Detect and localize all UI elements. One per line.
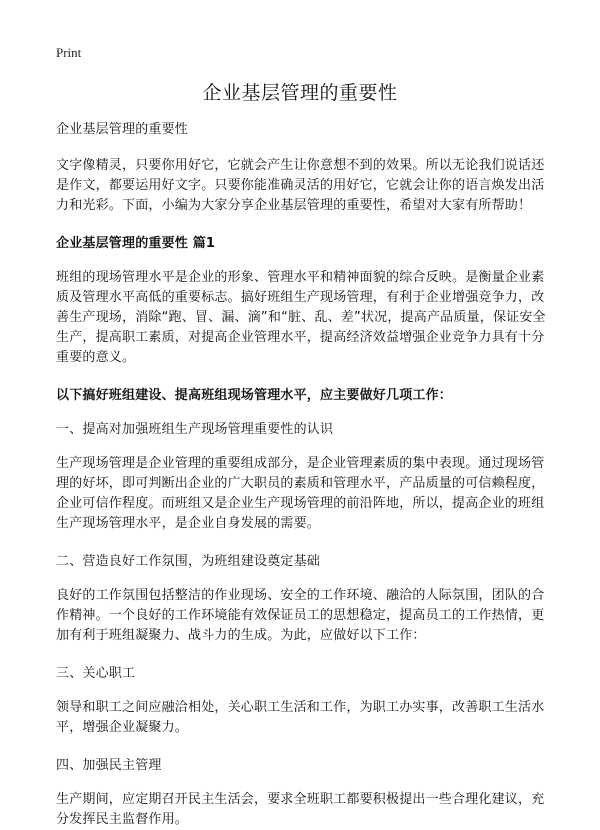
paragraph-1: 班组的现场管理水平是企业的形象、管理水平和精神面貌的综合反映。是衡量企业素质及管理水平高低的重要标志。搞好班组生产现场管理，有利于企业增强竞争力，改善生产现场，消除“跑、冒、漏、滴”和“脏、乱、差”状况，提高产品质量，保证安全生产，提高职工素质，对提高企业管理水平，提高经济效益增强企业竞争力具有十分重要的意义。 <box>56 270 546 365</box>
document-body <box>56 120 548 830</box>
subsection-title-4: 四、加强民主管理 <box>56 758 162 773</box>
subsection-text-4: 生产期间，应定期召开民主生活会，要求全班职工都要积极提出一些合理化建议，充分发挥民主监督作用。 <box>56 792 545 827</box>
subsection-text-1: 生产现场管理是企业管理的重要组成部分，是企业管理素质的集中表现。通过现场管理的好坏，即可判断出企业的广大职员的素质和管理水平，产品质量的可信赖程度，企业可信作程度。而班组又是企业生产现场管理的前沿阵地，所以，提高企业的班组生产现场管理水平，是企业自身发展的需要。 <box>56 456 545 531</box>
document-subtitle: 企业基层管理的重要性 <box>56 122 189 137</box>
intro-paragraph: 文字像精灵，只要你用好它，它就会产生让你意想不到的效果。所以无论我们说话还是作文，都要运用好文字。只要你能准确灵活的用好它，它就会让你的语言焕发出活力和光彩。下面，小编为大家分享企业基层管理的重要性，希望对大家有所帮助！ <box>56 158 545 213</box>
subsection-title-2: 二、营造良好工作氛围，为班组建设奠定基础 <box>56 554 321 569</box>
print-link[interactable]: Print <box>56 45 82 60</box>
subsection-text-3: 领导和职工之间应融洽相处，关心职工生活和工作，为职工办实事，改善职工生活水平，增强企业凝聚力。 <box>56 700 545 735</box>
section-heading-1: 企业基层管理的重要性 篇1 <box>56 236 216 251</box>
subsection-title-3: 三、关心职工 <box>56 666 136 681</box>
subsection-text-2: 良好的工作氛围包括整洁的作业现场、安全的工作环境、融洽的人际氛围，团队的合作精神。一个良好的工作环境能有效保证员工的思想稳定，提高员工的工作热情，更加有利于班组凝聚力、战斗力的生成。为此，应做好以下工作： <box>56 588 545 643</box>
subsection-title-1: 一、提高对加强班组生产现场管理重要性的认识 <box>56 422 334 437</box>
section-heading-2: 以下搞好班组建设、提高班组现场管理水平，应主要做好几项工作： <box>56 388 453 403</box>
document-title: 企业基层管理的重要性 <box>202 82 398 104</box>
